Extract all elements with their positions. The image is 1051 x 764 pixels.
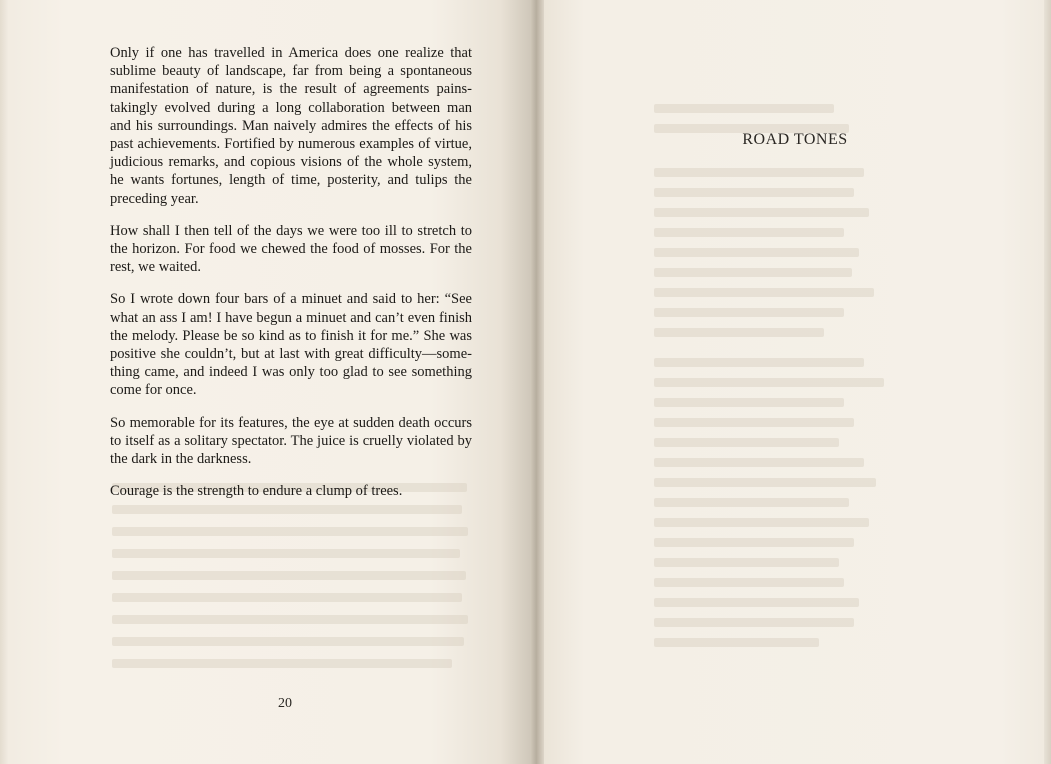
show-through-line [112,637,464,646]
show-through-line [112,527,468,536]
show-through-line [654,228,844,237]
show-through-line [654,538,854,547]
right-page-edge [1044,0,1051,764]
left-page-edge [0,0,8,764]
book-gutter [530,0,544,764]
show-through-line [654,308,844,317]
show-through-line [112,593,462,602]
show-through-line [654,168,864,177]
show-through-line [112,615,468,624]
show-through-line [654,104,834,113]
show-through-line [654,618,854,627]
show-through-line [654,288,874,297]
show-through-line [654,208,869,217]
show-through-line [654,498,849,507]
paragraph: So memorable for its features, the eye at sudden death occurs to itself as a solitary spectator. The juice is cruelly violated by the dark in the darkness. [110,414,472,468]
show-through-line [112,549,460,558]
show-through-line [654,248,859,257]
show-through-line [654,328,824,337]
paragraph: So I wrote down four bars of a minuet and said to her: “See what an ass I am! I have begun a minuet and can’t even finish the melody. Please be so kind as to finish it for me.” She was positive she couldn’t, but at last with great difficulty—something came, and indeed I was only too glad to see something come for once. [110,291,472,399]
show-through-line [654,418,854,427]
show-through-line [654,518,869,527]
show-through-line [654,398,844,407]
show-through-line [654,578,844,587]
paragraph: Courage is the strength to endure a clump of trees. [110,483,403,500]
page-number: 20 [278,696,292,711]
show-through-line [654,478,876,487]
paragraph: Only if one has travelled in America does one realize that sublime beauty of landscape, far from being a spontaneous manifestation of nature, is the result of agreements painstakingly evolved during a long collaboration between man and his surroundings. Man naively admires the effects of his past achievements. Fortified by numerous examples of virtue, judicious remarks, and copious visions of the whole system, he wants fortunes, length of time, posterity, and tulips the preceding year. [110,45,472,207]
show-through-line [654,358,864,367]
show-through-line [654,598,859,607]
left-page-body [110,44,472,514]
show-through-line [112,659,452,668]
show-through-line [112,571,466,580]
show-through-line [654,188,854,197]
show-through-line [654,558,839,567]
show-through-line [654,268,852,277]
show-through-line [654,458,864,467]
show-through-line [654,638,819,647]
section-title: ROAD TONES [742,131,848,148]
show-through-line [654,438,839,447]
show-through-line [654,378,884,387]
paragraph: How shall I then tell of the days we were too ill to stretch to the horizon. For food we chewed the food of mosses. For the rest, we waited. [110,222,472,276]
